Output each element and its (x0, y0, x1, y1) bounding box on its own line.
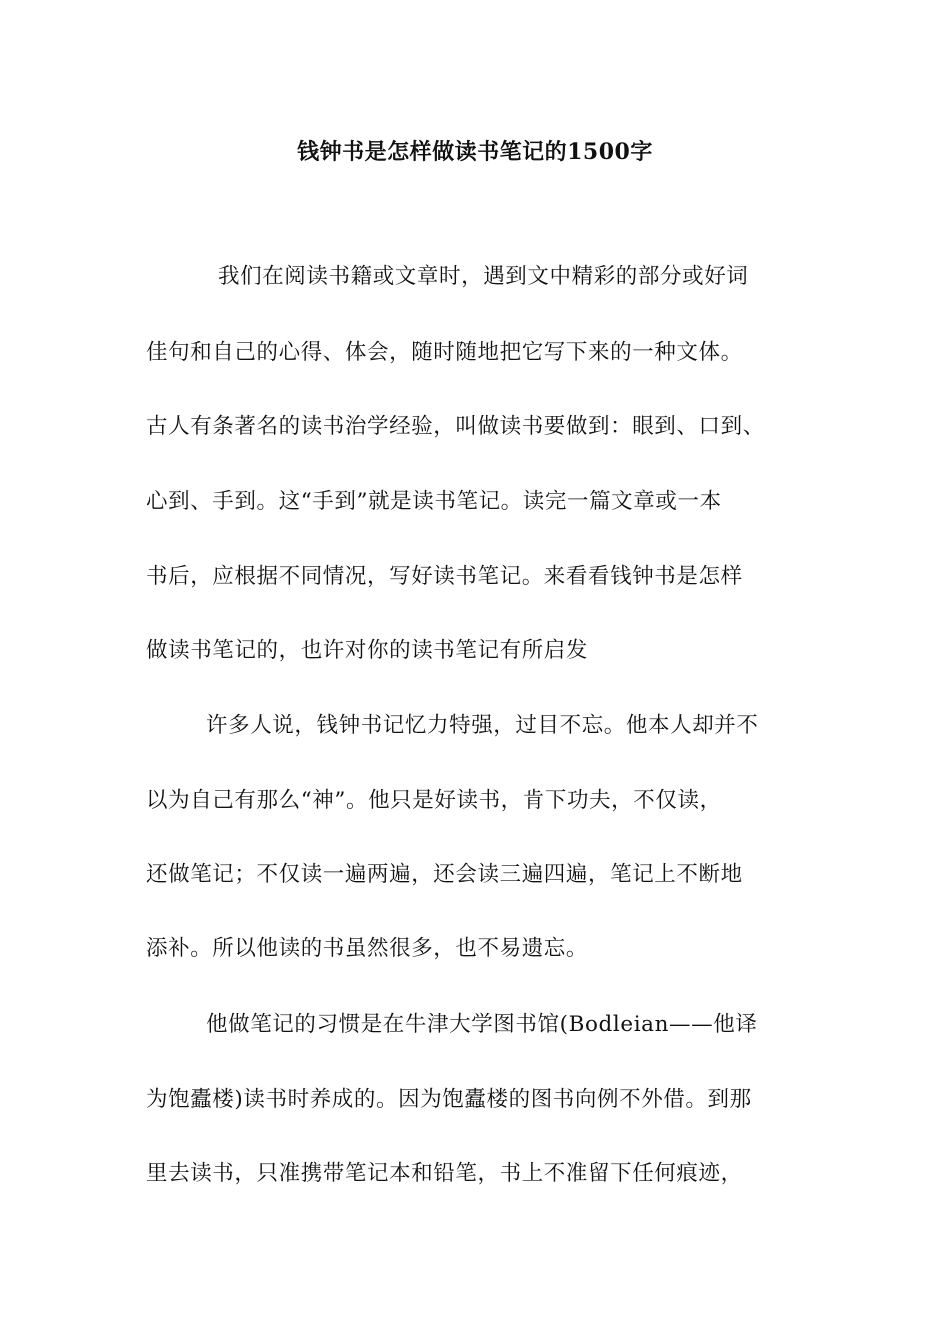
paragraph-2-line-4: 添补。所以他读的书虽然很多，也不易遗忘。 (146, 936, 589, 961)
document-title: 钱钟书是怎样做读书笔记的1500字 (297, 139, 653, 165)
paragraph-3-line-2: 为饱蠹楼)读书时养成的。因为饱蠹楼的图书向例不外借。到那 (146, 1087, 752, 1112)
paragraph-1-line-1: 我们在阅读书籍或文章时，遇到文中精彩的部分或好词 (218, 264, 749, 289)
paragraph-1-line-3: 古人有条著名的读书治学经验，叫做读书要做到：眼到、口到、 (146, 414, 765, 439)
paragraph-1-line-4: 心到、手到。这“手到”就是读书笔记。读完一篇文章或一本 (146, 489, 722, 514)
paragraph-3-line-1: 他做笔记的习惯是在牛津大学图书馆(Bodleian——他译 (206, 1012, 758, 1037)
paragraph-1-line-2: 佳句和自己的心得、体会，随时随地把它写下来的一种文体。 (146, 340, 743, 365)
paragraph-1-line-6: 做读书笔记的，也许对你的读书笔记有所启发 (146, 638, 589, 663)
paragraph-1-line-5: 书后，应根据不同情况，写好读书笔记。来看看钱钟书是怎样 (146, 564, 743, 589)
paragraph-2-line-1: 许多人说，钱钟书记忆力特强，过目不忘。他本人却并不 (206, 713, 759, 738)
paragraph-2-line-2: 以为自己有那么“神”。他只是好读书，肯下功夫，不仅读， (146, 788, 722, 813)
paragraph-3-line-3: 里去读书，只准携带笔记本和铅笔，书上不准留下任何痕迹， (146, 1161, 743, 1186)
paragraph-2-line-3: 还做笔记；不仅读一遍两遍，还会读三遍四遍，笔记上不断地 (146, 862, 743, 887)
